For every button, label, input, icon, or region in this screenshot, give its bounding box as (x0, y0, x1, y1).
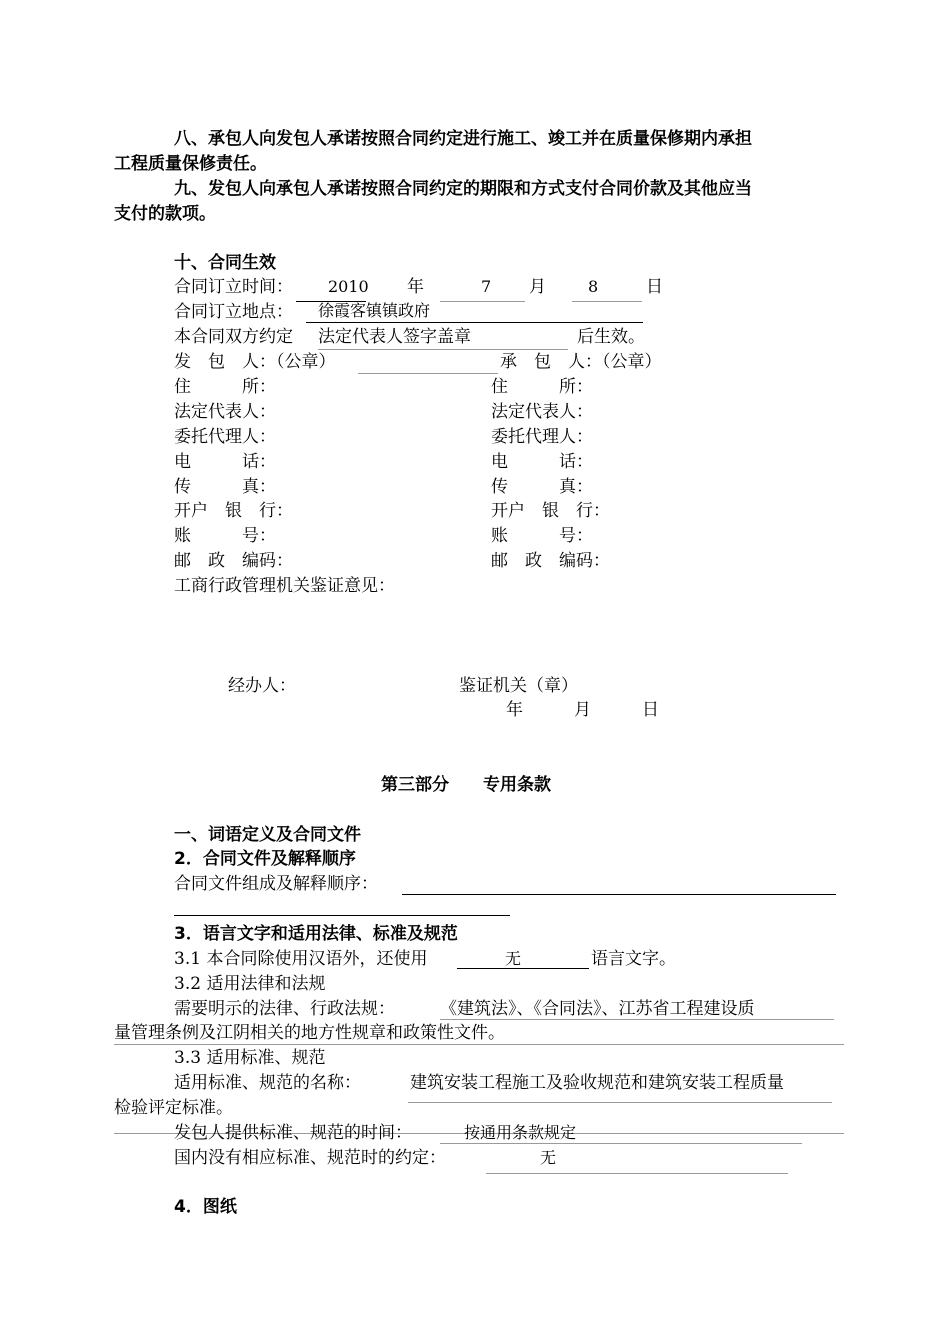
contract-month: 7 (481, 277, 492, 296)
verification-label: 工商行政管理机关鉴证意见： (174, 576, 395, 596)
language-underline (457, 968, 589, 969)
employer-legal-rep-label: 法定代表人： (174, 402, 276, 422)
employer-underline (358, 373, 498, 374)
no-standard-value: 无 (540, 1148, 557, 1167)
verification-date-line: 年 月 日 (506, 700, 659, 720)
contractor-legal-rep-label: 法定代表人： (491, 402, 593, 422)
contractor-postcode-label: 邮 政 编码： (491, 551, 610, 571)
contract-year: 2010 (328, 277, 369, 296)
law-value-line-2: 量管理条例及江阴相关的地方性规章和政策性文件。 (114, 1023, 505, 1043)
employer-postcode-label: 邮 政 编码： (174, 551, 293, 571)
month-underline (440, 301, 525, 302)
standard-name-value-line-2: 检验评定标准。 (114, 1098, 233, 1118)
standard-name-label: 适用标准、规范的名称： (174, 1073, 361, 1093)
law-label: 需要明示的法律、行政法规： (174, 999, 395, 1019)
contractor-fax-label: 传 真： (491, 477, 593, 497)
no-standard-underline (486, 1173, 788, 1174)
section-1-heading: 一、词语定义及合同文件 (174, 825, 361, 845)
item-3-1-suffix: 语言文字。 (591, 949, 676, 969)
law-value-line-1: 《建筑法》、《合同法》、江苏省工程建设质 (440, 999, 755, 1019)
item-3-2-heading: 3.2 适用法律和法规 (174, 974, 326, 994)
contract-place-label: 合同订立地点： (174, 302, 293, 322)
contract-date-label: 合同订立时间： (174, 277, 293, 297)
day-underline (572, 301, 642, 302)
article-10-heading: 十、合同生效 (174, 253, 276, 273)
employer-fax-label: 传 真： (174, 477, 276, 497)
contractor-phone-label: 电 话： (491, 452, 593, 472)
item-3-3-heading: 3.3 适用标准、规范 (174, 1048, 326, 1068)
article-9-line-2: 支付的款项。 (114, 204, 216, 224)
contract-docs-order-underline-1 (402, 894, 836, 895)
contract-place: 徐霞客镇镇政府 (318, 301, 431, 320)
employer-account-label: 账 号： (174, 526, 276, 546)
contract-day: 8 (588, 277, 599, 296)
standard-time-value: 按通用条款规定 (464, 1123, 577, 1142)
item-3-1-prefix: 3.1 本合同除使用汉语外，还使用 (174, 949, 428, 969)
effect-suffix: 后生效。 (577, 327, 645, 347)
effect-prefix: 本合同双方约定 (174, 327, 293, 347)
law-underline-2 (114, 1044, 844, 1045)
item-4-heading: 4．图纸 (174, 1197, 237, 1217)
other-language-value: 无 (505, 949, 522, 968)
article-8-line-2: 工程质量保修责任。 (114, 154, 267, 174)
day-unit: 日 (646, 277, 663, 297)
employer-label: 发 包 人：（公章） (174, 352, 336, 372)
month-unit: 月 (529, 277, 546, 297)
contract-docs-order-underline-2 (174, 915, 510, 916)
contractor-label: 承 包 人：（公章） (500, 352, 662, 372)
contractor-account-label: 账 号： (491, 526, 593, 546)
contract-docs-order-label: 合同文件组成及解释顺序： (174, 874, 378, 894)
handler-label: 经办人： (228, 676, 296, 696)
standard-time-label: 发包人提供标准、规范的时间： (174, 1123, 412, 1143)
standard-name-underline (408, 1102, 832, 1103)
article-8-line-1: 八、承包人向发包人承诺按照合同约定进行施工、竣工并在质量保修期内承担 (174, 129, 752, 149)
verification-authority-label: 鉴证机关（章） (459, 676, 578, 696)
employer-address-label: 住 所： (174, 377, 276, 397)
item-3-heading: 3．语言文字和适用法律、标准及规范 (174, 924, 458, 944)
employer-bank-label: 开户 银 行： (174, 501, 293, 521)
standard-name-value-line-1: 建筑安装工程施工及验收规范和建筑安装工程质量 (410, 1073, 784, 1093)
effect-condition: 法定代表人签字盖章 (318, 327, 471, 347)
contractor-address-label: 住 所： (491, 377, 593, 397)
year-unit: 年 (407, 277, 424, 297)
contractor-bank-label: 开户 银 行： (491, 501, 610, 521)
employer-agent-label: 委托代理人： (174, 427, 276, 447)
contractor-agent-label: 委托代理人： (491, 427, 593, 447)
part-3-title: 第三部分 专用条款 (381, 775, 551, 795)
no-standard-label: 国内没有相应标准、规范时的约定： (174, 1148, 446, 1168)
article-9-line-1: 九、发包人向承包人承诺按照合同约定的期限和方式支付合同价款及其他应当 (174, 179, 752, 199)
employer-phone-label: 电 话： (174, 452, 276, 472)
item-2-heading: 2．合同文件及解释顺序 (174, 849, 356, 869)
